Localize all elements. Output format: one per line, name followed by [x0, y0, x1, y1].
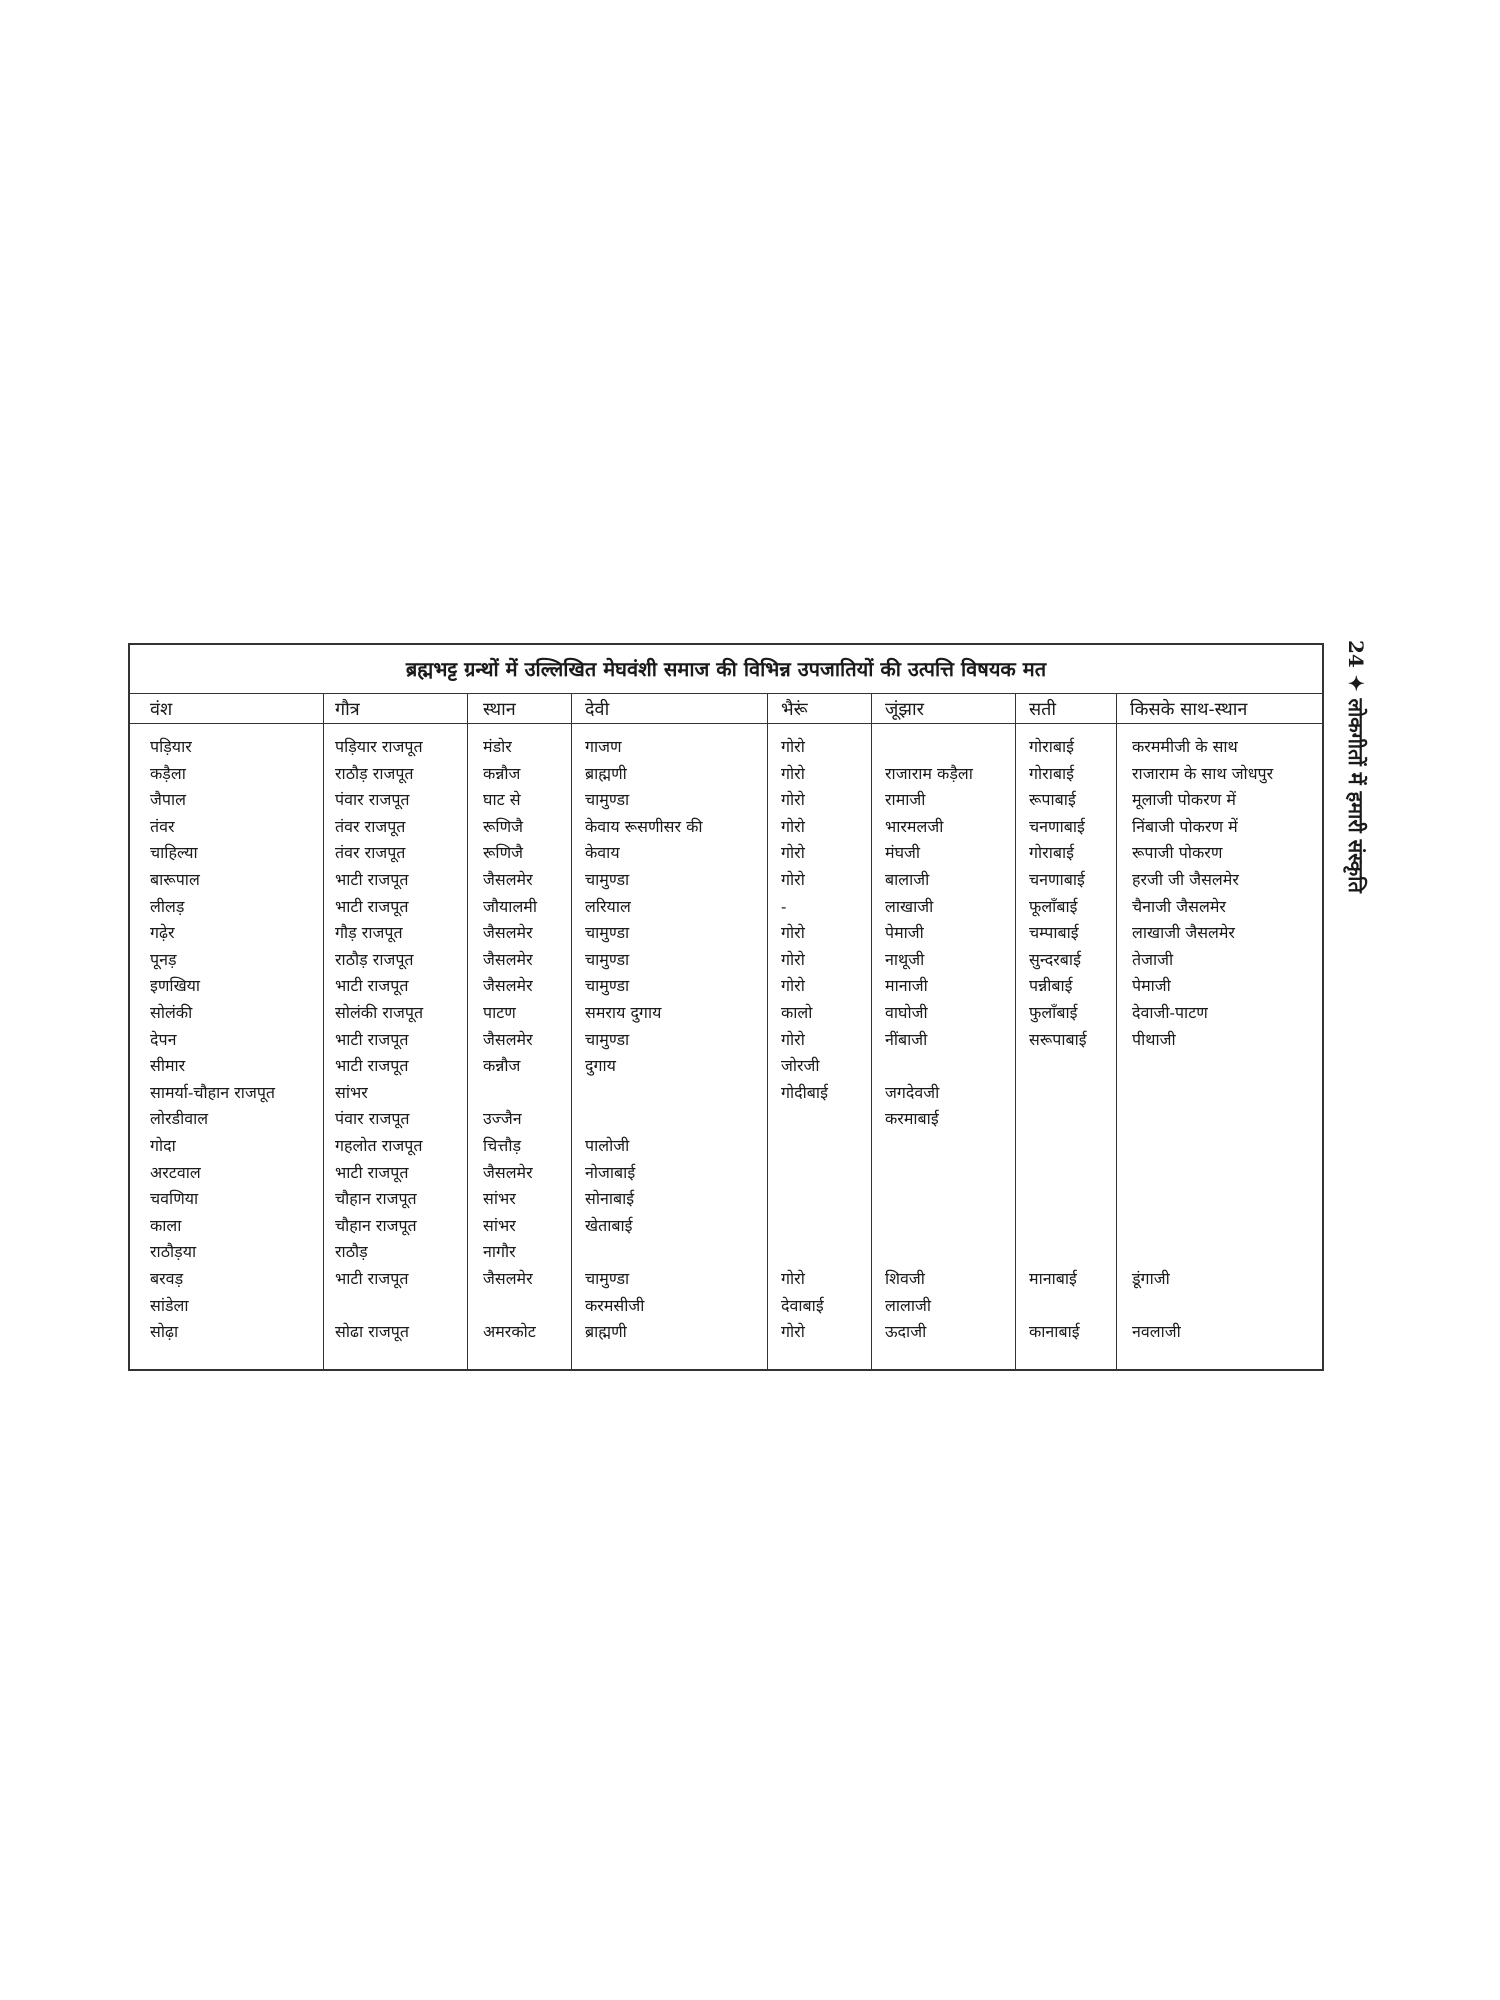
table-cell-kiske-saath-sthan: करममीजी के साथ — [1132, 737, 1238, 756]
table-cell-junjhar: करमाबाई — [885, 1109, 939, 1129]
table-cell-gotra: चौहान राजपूत — [335, 1189, 417, 1209]
table-cell-sthan: नागौर — [483, 1242, 516, 1262]
table-cell-sati: चनणाबाई — [1029, 870, 1085, 889]
table-cell-sthan: जैसलमेर — [483, 1029, 533, 1049]
table-cell-kiske-saath-sthan: पीथाजी — [1132, 1029, 1176, 1049]
table-cell-kiske-saath-sthan: रूपाजी पोकरण — [1132, 843, 1223, 863]
table-cell-vansh: देपन — [150, 1029, 177, 1049]
table-cell-devi: ब्राह्मणी — [585, 1322, 627, 1342]
column-divider — [571, 693, 572, 1369]
table-cell-sthan: घाट से — [483, 790, 521, 810]
table-cell-sthan: सांभर — [483, 1189, 516, 1209]
table-cell-gotra: चौहान राजपूत — [335, 1215, 417, 1235]
table-cell-junjhar: मानाजी — [885, 976, 928, 996]
table-cell-bhairu: गोरो — [781, 737, 805, 756]
table-cell-gotra: भाटी राजपूत — [335, 1269, 409, 1288]
table-cell-junjhar: राजाराम कड़ैला — [885, 763, 973, 783]
column-header-junjhar: जूंझार — [885, 699, 924, 720]
table-cell-sthan: जैसलमेर — [483, 976, 533, 996]
column-header-bhairu: भैरूं — [781, 699, 808, 720]
table-cell-bhairu: - — [781, 896, 787, 916]
column-divider — [1116, 693, 1117, 1369]
table-cell-vansh: चाहिल्या — [150, 843, 198, 863]
table-cell-devi: चामुण्डा — [585, 1269, 630, 1288]
table-cell-devi: चामुण्डा — [585, 1029, 630, 1049]
table-cell-gotra: सांभर — [335, 1082, 368, 1102]
table-cell-gotra: भाटी राजपूत — [335, 896, 409, 916]
table-cell-kiske-saath-sthan: राजाराम के साथ जोधपुर — [1132, 763, 1274, 783]
table-cell-sati: कानाबाई — [1029, 1322, 1080, 1342]
table-cell-sthan: अमरकोट — [483, 1322, 536, 1342]
column-divider — [767, 693, 768, 1369]
table-cell-junjhar: नींबाजी — [885, 1029, 928, 1049]
table-title: ब्रह्मभट्ट ग्रन्थों में उल्लिखित मेघवंशी समाज की विभिन्न उपजातियों की उत्पत्ति विषयक मत — [130, 645, 1322, 694]
table-cell-bhairu: गोरो — [781, 816, 805, 836]
table-cell-devi: चामुण्डा — [585, 923, 630, 943]
table-cell-kiske-saath-sthan: देवाजी-पाटण — [1132, 1003, 1208, 1022]
table-cell-sati: पन्नीबाई — [1029, 976, 1073, 996]
table-cell-vansh: इणखिया — [150, 976, 201, 996]
column-divider — [467, 693, 468, 1369]
table-cell-devi: समराय दुगाय — [585, 1003, 662, 1022]
table-cell-vansh: लीलड़ — [150, 896, 185, 916]
table-cell-devi: चामुण्डा — [585, 949, 630, 969]
table-cell-gotra: भाटी राजपूत — [335, 1029, 409, 1049]
table-cell-sati: गोराबाई — [1029, 763, 1074, 783]
table-cell-junjhar: ऊदाजी — [885, 1322, 927, 1342]
table-cell-gotra: गहलोत राजपूत — [335, 1136, 423, 1155]
running-title: लोकगीतों में हमारी संस्कृति — [1344, 698, 1368, 893]
table-cell-devi: करमसीजी — [585, 1295, 645, 1315]
table-cell-junjhar: बालाजी — [885, 870, 930, 889]
table-cell-sati: गोराबाई — [1029, 843, 1074, 863]
table-cell-gotra: भाटी राजपूत — [335, 1162, 409, 1182]
table-cell-sthan: रूणिजै — [483, 816, 524, 836]
table-cell-sati: सरूपाबाई — [1029, 1029, 1087, 1049]
table-cell-sthan: पाटण — [483, 1003, 516, 1022]
table-cell-bhairu: गोरो — [781, 870, 805, 889]
table-cell-bhairu: गोरो — [781, 1029, 805, 1049]
table-cell-junjhar: जगदेवजी — [885, 1082, 940, 1102]
table-cell-bhairu: गोरो — [781, 763, 805, 783]
table-cell-bhairu: गोरो — [781, 843, 805, 863]
table-cell-kiske-saath-sthan: लाखाजी जैसलमेर — [1132, 923, 1235, 943]
column-divider — [1015, 693, 1016, 1369]
table-cell-sati: मानाबाई — [1029, 1269, 1077, 1288]
table-cell-vansh: बरवड़ — [150, 1269, 184, 1288]
table-cell-devi: पालोजी — [585, 1136, 630, 1155]
column-header-gotra: गौत्र — [335, 699, 360, 720]
table-cell-gotra: भाटी राजपूत — [335, 976, 409, 996]
table-cell-gotra: पंवार राजपूत — [335, 1109, 410, 1129]
table-cell-devi: चामुण्डा — [585, 870, 630, 889]
table-cell-kiske-saath-sthan: तेजाजी — [1132, 949, 1174, 969]
table-cell-kiske-saath-sthan: निंबाजी पोकरण में — [1132, 816, 1238, 836]
table-cell-vansh: चवणिया — [150, 1189, 199, 1209]
table-cell-vansh: तंवर — [150, 816, 175, 836]
table-cell-junjhar: लाखाजी — [885, 896, 934, 916]
table-cell-devi: सोनाबाई — [585, 1189, 635, 1209]
table-cell-gotra: तंवर राजपूत — [335, 843, 406, 863]
table-cell-vansh: लोरडीवाल — [150, 1109, 209, 1129]
column-divider — [323, 693, 324, 1369]
table-cell-vansh: कड़ैला — [150, 763, 186, 783]
page-number: 24 — [1344, 640, 1368, 668]
table-cell-bhairu: गोदीबाई — [781, 1082, 828, 1102]
table-cell-devi: चामुण्डा — [585, 790, 630, 810]
table-cell-gotra: भाटी राजपूत — [335, 870, 409, 889]
table-cell-vansh: काला — [150, 1215, 182, 1235]
table-cell-junjhar: मंघजी — [885, 843, 921, 863]
table-cell-vansh: गढ़ेर — [150, 923, 175, 943]
table-cell-bhairu: गोरो — [781, 949, 805, 969]
table-cell-gotra: राठौड़ राजपूत — [335, 949, 414, 969]
table-cell-sthan: मंडोर — [483, 737, 512, 756]
table-cell-gotra: तंवर राजपूत — [335, 816, 406, 836]
table-cell-devi: खेताबाई — [585, 1215, 633, 1235]
running-header-text — [1343, 640, 1370, 893]
table-cell-sthan: जैसलमेर — [483, 1269, 533, 1288]
table-cell-vansh: अरटवाल — [150, 1162, 201, 1182]
table-cell-sthan: उज्जैन — [483, 1109, 522, 1129]
table-cell-bhairu: गोरो — [781, 790, 805, 810]
table-cell-sthan: जैसलमेर — [483, 949, 533, 969]
table-cell-junjhar: रामाजी — [885, 790, 926, 810]
table-cell-sthan: जैसलमेर — [483, 923, 533, 943]
table-cell-vansh: पूनड़ — [150, 949, 177, 969]
table-cell-devi: गाजण — [585, 737, 622, 756]
table-cell-devi: ब्राह्मणी — [585, 763, 627, 783]
table-cell-gotra: राठौड़ राजपूत — [335, 763, 414, 783]
table-cell-kiske-saath-sthan: हरजी जी जैसलमेर — [1132, 870, 1239, 889]
table-cell-vansh: राठौड़या — [150, 1242, 197, 1262]
table-cell-devi: नोजाबाई — [585, 1162, 636, 1182]
table-cell-junjhar: शिवजी — [885, 1269, 925, 1288]
table-cell-kiske-saath-sthan: पेमाजी — [1132, 976, 1171, 996]
table-cell-junjhar: नाथूजी — [885, 949, 925, 969]
table-cell-sthan: सांभर — [483, 1215, 516, 1235]
column-header-devi: देवी — [585, 699, 610, 720]
table-cell-vansh: गोदा — [150, 1136, 176, 1155]
table-cell-kiske-saath-sthan: नवलाजी — [1132, 1322, 1181, 1342]
table-cell-sati: फुलाँबाई — [1029, 1003, 1078, 1022]
table-cell-junjhar: लालाजी — [885, 1295, 932, 1315]
table-cell-sati: फूलाँबाई — [1029, 896, 1078, 916]
table-cell-gotra: गौड़ राजपूत — [335, 923, 403, 943]
table-cell-bhairu: गोरो — [781, 923, 805, 943]
table-cell-kiske-saath-sthan: डूंगाजी — [1132, 1269, 1170, 1288]
column-header-vansh: वंश — [150, 699, 173, 720]
table-cell-vansh: जैपाल — [150, 790, 186, 810]
table-cell-vansh: सीमार — [150, 1056, 186, 1076]
table-cell-bhairu: गोरो — [781, 1269, 805, 1288]
table-cell-devi: लरियाल — [585, 896, 631, 916]
table-cell-vansh: सोलंकी — [150, 1003, 193, 1022]
table-cell-vansh: सांडेला — [150, 1295, 189, 1315]
table-cell-sthan: जैसलमेर — [483, 1162, 533, 1182]
table-cell-junjhar: वाघोजी — [885, 1003, 928, 1022]
table-cell-gotra: भाटी राजपूत — [335, 1056, 409, 1076]
column-header-kiske-saath-sthan: किसके साथ-स्थान — [1130, 699, 1248, 720]
table-cell-sthan: जौयालमी — [483, 896, 538, 916]
table-cell-sati: चनणाबाई — [1029, 816, 1085, 836]
running-header — [1334, 640, 1374, 980]
table-cell-vansh: पड़ियार — [150, 737, 192, 756]
table-cell-vansh: बारूपाल — [150, 870, 200, 889]
column-divider — [871, 693, 872, 1369]
separator-glyph: ✦ — [1344, 674, 1368, 692]
table-cell-kiske-saath-sthan: मूलाजी पोकरण में — [1132, 790, 1236, 810]
table-cell-bhairu: जोरजी — [781, 1056, 820, 1076]
table-cell-devi: केवाय — [585, 843, 620, 863]
table-cell-sati: सुन्दरबाई — [1029, 949, 1081, 969]
table-cell-sati: रूपाबाई — [1029, 790, 1076, 810]
table-cell-gotra: सोलंकी राजपूत — [335, 1003, 424, 1022]
table-cell-bhairu: देवाबाई — [781, 1295, 824, 1315]
table-cell-junjhar: पेमाजी — [885, 923, 924, 943]
column-header-sthan: स्थान — [483, 699, 516, 720]
table-cell-sthan: कन्नौज — [483, 763, 521, 783]
table-cell-sthan: चित्तौड़ — [483, 1136, 522, 1155]
table-cell-bhairu: गोरो — [781, 976, 805, 996]
table-cell-sthan: रूणिजै — [483, 843, 524, 863]
table-cell-sati: चम्पाबाई — [1029, 923, 1079, 943]
table-cell-bhairu: गोरो — [781, 1322, 805, 1342]
origin-table — [128, 643, 1324, 1371]
table-cell-devi: केवाय रूसणीसर की — [585, 816, 703, 836]
table-cell-vansh: सोढ़ा — [150, 1322, 179, 1342]
table-cell-junjhar: भारमलजी — [885, 816, 944, 836]
table-cell-gotra: राठौड़ — [335, 1242, 368, 1262]
table-cell-kiske-saath-sthan: चैनाजी जैसलमेर — [1132, 896, 1226, 916]
table-cell-gotra: पड़ियार राजपूत — [335, 737, 423, 756]
column-header-sati: सती — [1029, 699, 1057, 720]
table-cell-vansh: सामर्या-चौहान राजपूत — [150, 1082, 276, 1102]
table-cell-gotra: पंवार राजपूत — [335, 790, 410, 810]
table-cell-gotra: सोढा राजपूत — [335, 1322, 409, 1342]
table-cell-sthan: कन्नौज — [483, 1056, 521, 1076]
table-cell-devi: दुगाय — [585, 1056, 616, 1076]
table-cell-bhairu: कालो — [781, 1003, 813, 1022]
table-cell-devi: चामुण्डा — [585, 976, 630, 996]
table-cell-sthan: जैसलमेर — [483, 870, 533, 889]
table-cell-sati: गोराबाई — [1029, 737, 1074, 756]
